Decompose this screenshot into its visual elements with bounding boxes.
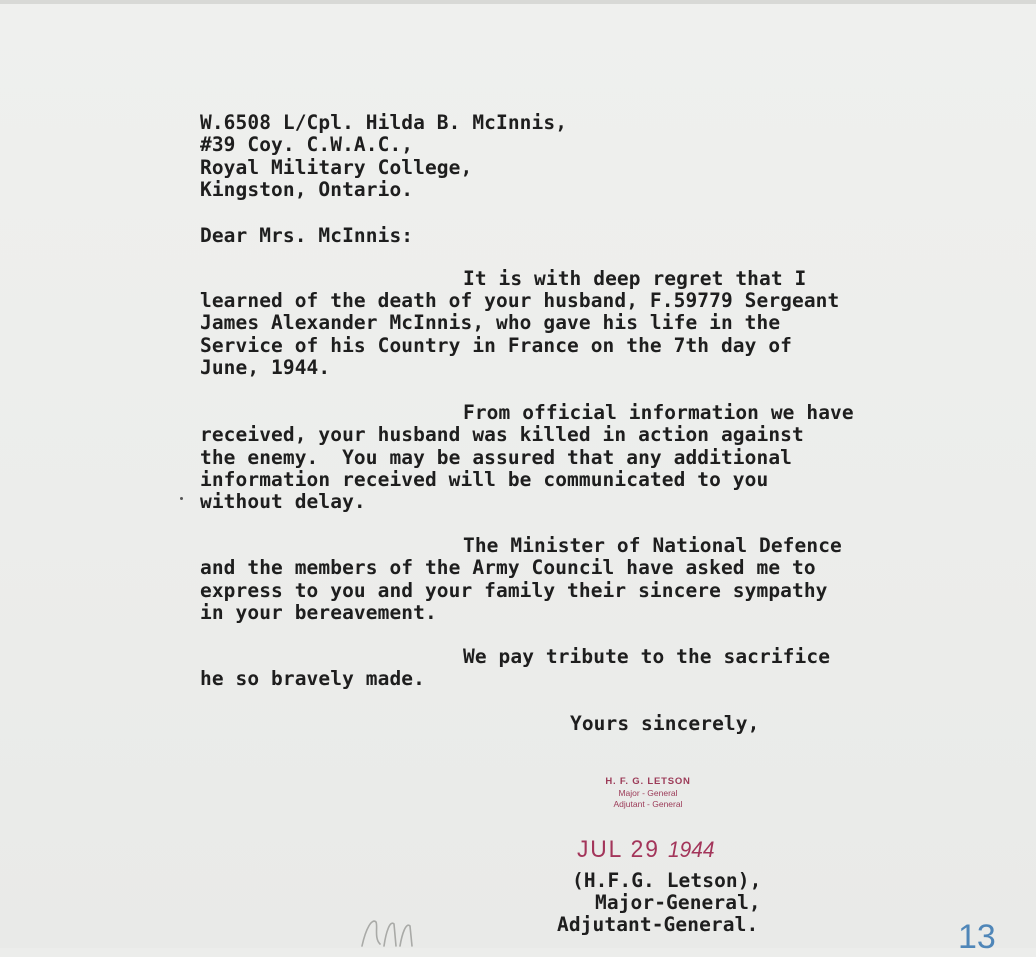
paper-top-edge: [0, 0, 1036, 4]
paragraph-3-line: and the members of the Army Council have asked me to: [200, 556, 816, 579]
address-line-1: W.6508 L/Cpl. Hilda B. McInnis,: [200, 111, 568, 134]
paragraph-3-line: in your bereavement.: [200, 601, 437, 624]
paragraph-2-line: the enemy. You may be assured that any additional: [200, 446, 792, 469]
date-stamp-month-day: JUL 29: [577, 836, 660, 863]
salutation: Dear Mrs. McInnis:: [200, 224, 414, 247]
closing: Yours sincerely,: [570, 712, 760, 735]
paper-speck: [180, 497, 183, 500]
paragraph-1-line: Service of his Country in France on the 7th day of: [200, 334, 792, 357]
signature-rank: Major-General,: [595, 891, 761, 914]
name-stamp: [588, 776, 708, 810]
pencil-initials-mark: [354, 908, 424, 948]
paragraph-2-line: received, your husband was killed in action against: [200, 423, 804, 446]
paragraph-3-line: The Minister of National Defence: [463, 534, 842, 557]
signature-name: (H.F.G. Letson),: [572, 869, 762, 892]
date-stamp: [577, 836, 715, 864]
paragraph-3-line: express to you and your family their sincere sympathy: [200, 579, 828, 602]
paragraph-2-line: From official information we have: [463, 401, 854, 424]
stamp-name: H. F. G. LETSON: [605, 776, 691, 787]
paragraph-4-line: We pay tribute to the sacrifice: [463, 645, 831, 668]
address-line-2: #39 Coy. C.W.A.C.,: [200, 133, 414, 156]
paragraph-2-line: without delay.: [200, 490, 366, 513]
address-line-4: Kingston, Ontario.: [200, 178, 414, 201]
paragraph-2-line: information received will be communicated to you: [200, 468, 769, 491]
paragraph-1-line: James Alexander McInnis, who gave his life in the: [200, 311, 781, 334]
paragraph-4-line: he so bravely made.: [200, 667, 425, 690]
signature-title: Adjutant-General.: [557, 913, 759, 936]
address-line-3: Royal Military College,: [200, 156, 473, 179]
paragraph-1-line: learned of the death of your husband, F.59779 Sergeant: [200, 289, 840, 312]
page-number-mark: 13: [958, 918, 996, 956]
date-stamp-year: 1944: [668, 837, 715, 862]
stamp-rank: Major - General: [618, 788, 678, 798]
paragraph-1-line: June, 1944.: [200, 356, 331, 379]
stamp-title: Adjutant - General: [613, 799, 683, 809]
paragraph-1-line: It is with deep regret that I: [463, 267, 807, 290]
